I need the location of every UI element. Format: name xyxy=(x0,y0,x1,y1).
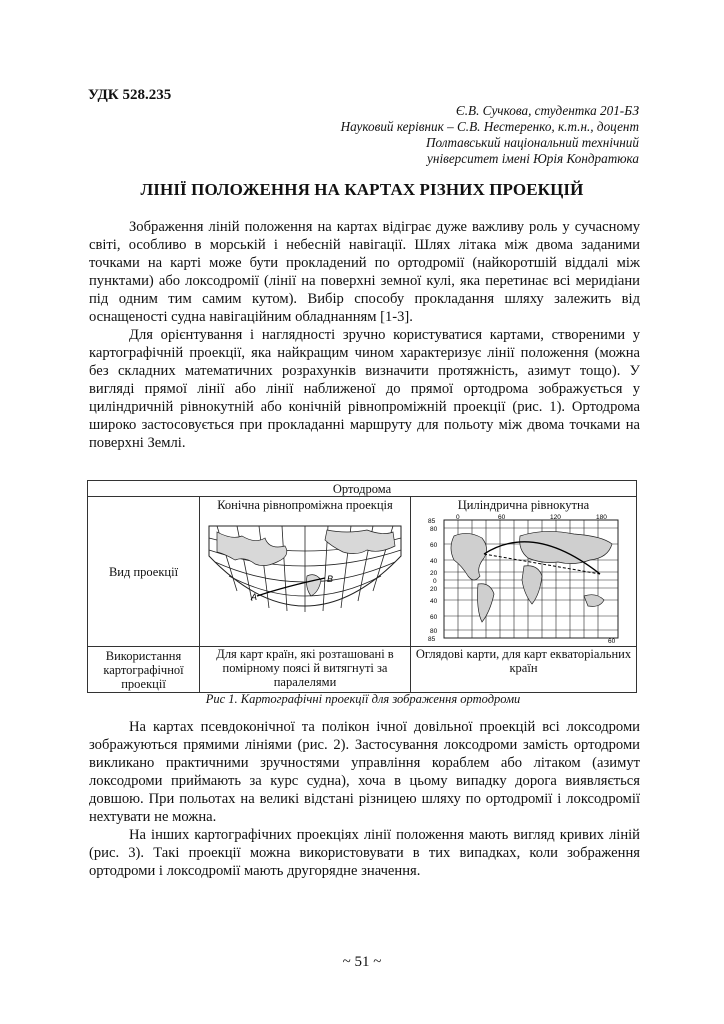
author-name: Є.В. Сучкова, студентка 201-БЗ xyxy=(455,103,639,118)
lat-label-20-top: 20 xyxy=(429,570,437,577)
institution-line-1: Полтавський національний технічний xyxy=(425,135,639,150)
conic-cell xyxy=(200,497,411,647)
cylindrical-cell xyxy=(411,497,637,647)
lat-label-60-top: 60 xyxy=(429,542,437,549)
conic-label-a: A xyxy=(251,592,258,602)
paragraph-2: Для орієнтування і наглядності зручно користуватися картами, створеними у картографічній проекції, яка найкращим чином характеризує лінії положення (можна без складних математичних розрахунків визначити протяжність, азимут тощо). У вигляді прямої лінії або лінії наближеної до прямої ортодрома зображується у циліндричній рівнокутній або конічній рівнопроміжній проекції (рис. 1). Ортодрома широко застосовується при прокладанні маршруту для польоту між двома точками на поверхні Землі. xyxy=(89,327,640,451)
bottom-right-label: 60 xyxy=(607,638,615,644)
author-block xyxy=(79,103,639,167)
conic-header: Конічна рівнопроміжна проекція xyxy=(217,498,393,512)
lat-label-80-bottom: 80 xyxy=(429,628,437,635)
paragraph-1: Зображення ліній положення на картах відіграє дуже важливу роль у сучасному світі, особливо в морській і небесній навігації. Шлях літака між двома заданими точками на карті може бути прокладений по ортодромії (найкоротшій віддалі між пунктами) або локсодромії (лінії на поверхні земної кулі, яка перетинає всі меридіани під одним тим самим кутом). Вибір способу прокладання шляху залежить від оснащеності судна навігаційним обладнанням [1-3]. xyxy=(89,219,640,325)
article-title: ЛІНІЇ ПОЛОЖЕННЯ НА КАРТАХ РІЗНИХ ПРОЕКЦІЙ xyxy=(140,180,584,199)
body-text-top xyxy=(89,218,640,452)
paragraph-3: На картах псевдоконічної та полікон ічної довільної проекцій всі локсодроми зображуються прямими лініями (рис. 2). Застосування локсодроми замість ортодроми викликано практичними зручностями управління кораблем або літаком (азимут локсодроми приймають за курс судна), хоча в цьому випадку дорога виявляється довшою. При польотах на великі відстані різницею шляху по ортодромії і локсодромії нехтувати не можна. xyxy=(89,719,640,825)
cylindrical-map xyxy=(424,514,624,644)
lon-label-0: 0 xyxy=(455,514,460,521)
body-text-bottom xyxy=(89,718,640,880)
lat-label-85-top: 85 xyxy=(427,518,435,525)
cylindrical-usage: Оглядові карти, для карт екваторіальних країн xyxy=(411,647,637,693)
lat-label-20-bottom: 20 xyxy=(429,586,437,593)
supervisor: Науковий керівник – С.В. Нестеренко, к.т.н., доцент xyxy=(340,119,639,134)
lon-label-180: 180 xyxy=(595,514,607,521)
institution-line-2: університет імені Юрія Кондратюка xyxy=(427,151,639,166)
cylindrical-header: Циліндрична рівнокутна xyxy=(457,498,590,512)
conic-map xyxy=(207,516,403,624)
lat-label-60-bottom: 60 xyxy=(429,614,437,621)
figure-table xyxy=(87,480,637,693)
row-label-view: Вид проекції xyxy=(88,497,200,647)
page-number: ~ 51 ~ xyxy=(342,954,382,970)
lon-label-120: 120 xyxy=(549,514,561,521)
lat-label-40-bottom: 40 xyxy=(429,598,437,605)
figure-header: Ортодрома xyxy=(88,481,637,497)
lon-label-60: 60 xyxy=(497,514,505,521)
conic-label-b: B xyxy=(327,574,334,584)
conic-usage: Для карт країн, які розташовані в помірному поясі й витягнуті за паралелями xyxy=(200,647,411,693)
lat-label-80-top: 80 xyxy=(429,526,437,533)
figure-caption: Рис 1. Картографічні проекції для зображення ортодроми xyxy=(205,692,521,706)
lat-label-85-bottom: 85 xyxy=(427,636,435,643)
paragraph-4: На інших картографічних проекціях лінії положення мають вигляд кривих ліній (рис. 3). Такі проекції можна використовувати в тих випадках, коли зображення ортодроми і локсодромії мають другорядне значення. xyxy=(89,827,640,879)
row-label-usage: Використання картографічної проекції xyxy=(88,647,200,693)
lat-label-40-top: 40 xyxy=(429,558,437,565)
udk-code: УДК 528.235 xyxy=(88,87,172,103)
lat-label-0: 0 xyxy=(432,578,437,585)
